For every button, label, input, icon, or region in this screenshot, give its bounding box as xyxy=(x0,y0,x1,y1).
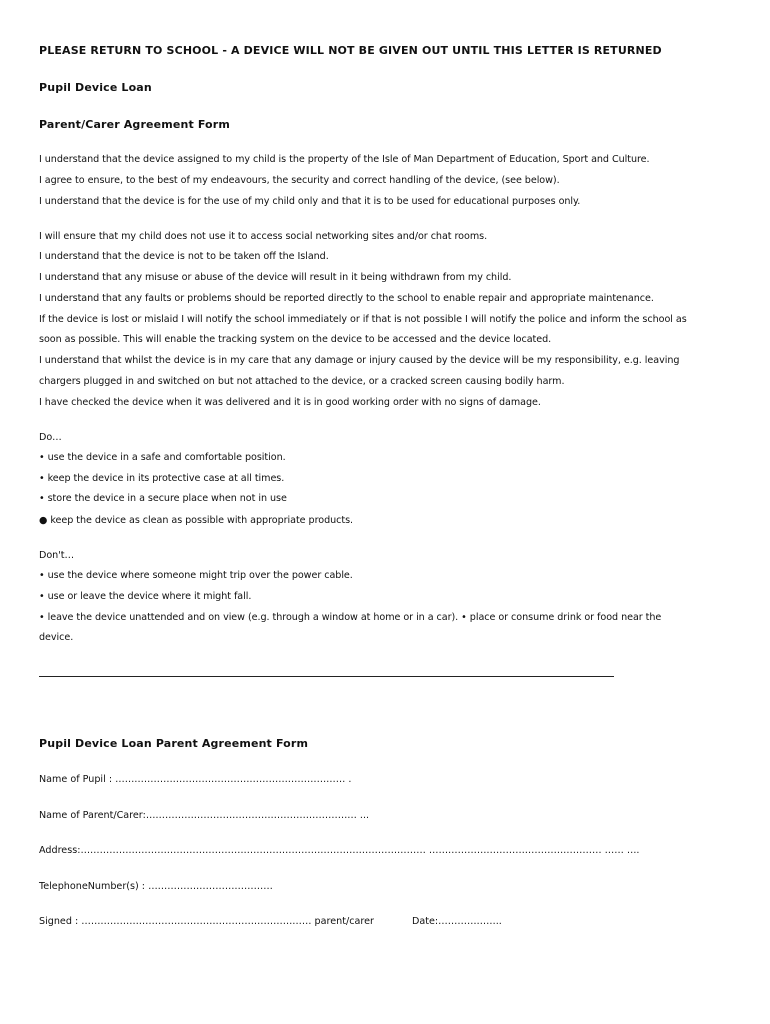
statement-line: I agree to ensure, to the best of my endeavours, the security and correct handling of the device, (see below). xyxy=(39,175,560,186)
statement-line: I understand that any misuse or abuse of the device will result in it being withdrawn from my child. xyxy=(39,272,512,283)
statement-line: I understand that the device is for the use of my child only and that it is to be used for educational purposes only. xyxy=(39,196,581,207)
statement-line: I understand that the device assigned to my child is the property of the Isle of Man Department of Education, Sport and Culture. xyxy=(39,154,650,165)
cut-line-divider xyxy=(39,676,614,677)
do-item: • use the device in a safe and comfortable position. xyxy=(39,452,286,463)
return-form-title: Pupil Device Loan Parent Agreement Form xyxy=(39,737,309,750)
statement-line: soon as possible. This will enable the tracking system on the device to be accessed and the device located. xyxy=(39,334,552,345)
address-field[interactable]: Address:……………………………………………………………………………………………… ……………………………………………… …… …. xyxy=(39,845,640,856)
pupil-name-field[interactable]: Name of Pupil : ……………………………………………………………… . xyxy=(39,774,352,785)
statement-line: I understand that whilst the device is in my care that any damage or injury caused by the device will be my responsibility, e.g. leaving xyxy=(39,355,680,366)
statement-line: chargers plugged in and switched on but not attached to the device, or a cracked screen causing bodily harm. xyxy=(39,376,565,387)
telephone-field[interactable]: TelephoneNumber(s) : ………………………………… xyxy=(39,881,273,892)
document-title: Pupil Device Loan xyxy=(39,81,152,94)
do-item: • store the device in a secure place when not in use xyxy=(39,493,287,504)
dont-item: device. xyxy=(39,632,74,643)
do-heading: Do… xyxy=(39,432,62,443)
dont-item: • use the device where someone might trip over the power cable. xyxy=(39,570,353,581)
dont-heading: Don't… xyxy=(39,550,75,561)
statement-line: If the device is lost or mislaid I will notify the school immediately or if that is not possible I will notify the police and inform the school as xyxy=(39,314,687,325)
statement-line: I understand that the device is not to be taken off the Island. xyxy=(39,251,329,262)
date-field[interactable]: Date:……………….. xyxy=(412,916,502,927)
form-subtitle: Parent/Carer Agreement Form xyxy=(39,118,230,131)
dont-item: • leave the device unattended and on view (e.g. through a window at home or in a car). • place or consume drink or food near the xyxy=(39,612,662,623)
return-notice: PLEASE RETURN TO SCHOOL - A DEVICE WILL NOT BE GIVEN OUT UNTIL THIS LETTER IS RETURNED xyxy=(39,44,662,57)
statement-line: I have checked the device when it was delivered and it is in good working order with no signs of damage. xyxy=(39,397,541,408)
statement-line: I will ensure that my child does not use it to access social networking sites and/or chat rooms. xyxy=(39,231,488,242)
dont-item: • use or leave the device where it might fall. xyxy=(39,591,252,602)
signature-field[interactable]: Signed : ……………………………………………………………… parent/carer xyxy=(39,916,374,927)
statement-line: I understand that any faults or problems should be reported directly to the school to enable repair and appropriate maintenance. xyxy=(39,293,654,304)
do-item: ● keep the device as clean as possible with appropriate products. xyxy=(39,515,354,526)
parent-name-field[interactable]: Name of Parent/Carer:………………………………………………………… ... xyxy=(39,810,370,821)
do-item: • keep the device in its protective case at all times. xyxy=(39,473,285,484)
